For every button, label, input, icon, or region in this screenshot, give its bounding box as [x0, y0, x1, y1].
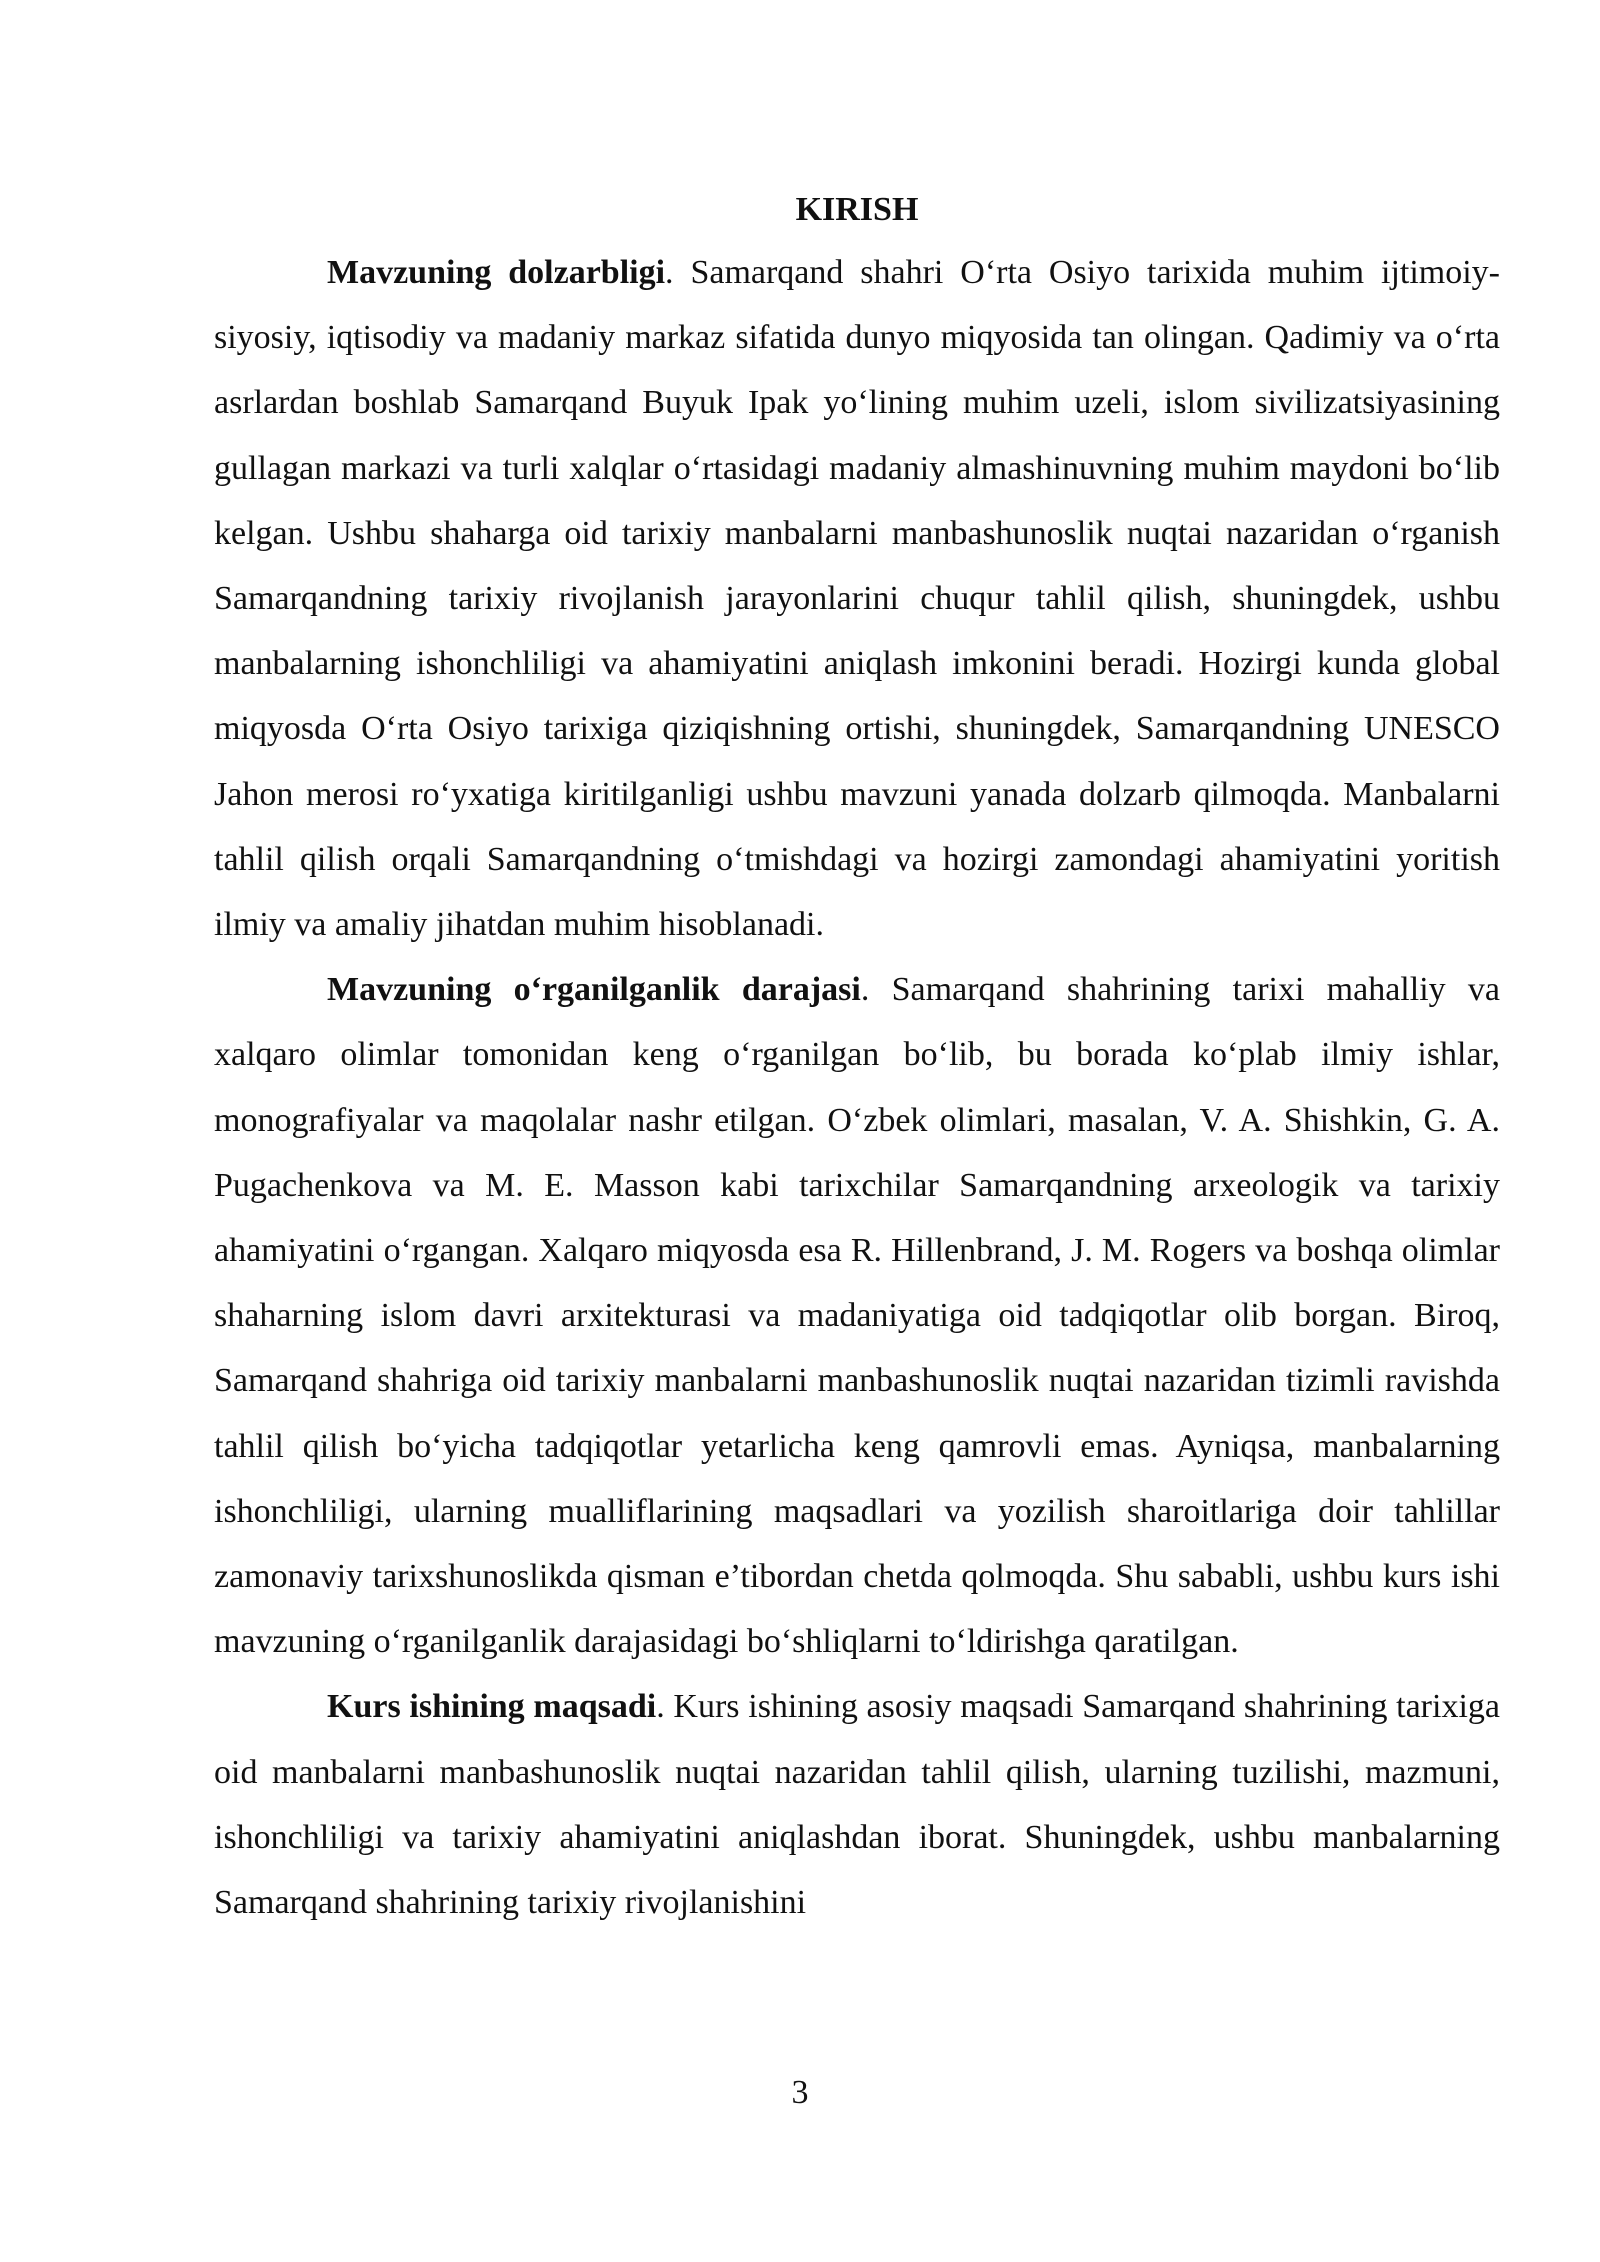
- page-body: [214, 180, 1500, 1935]
- section-heading: KIRISH: [795, 191, 919, 228]
- paragraph-text-goal: . Kurs ishining asosiy maqsadi Samarqand shahrining tarixiga oid manbalarni manbashunoslik nuqtai nazaridan tahlil qilish, ularning tuzilishi, mazmuni, ishonchliligi va tarixiy ahamiyatini aniqlashdan iborat. Shuningdek, ushbu manbalarning Samarqand shahrining tarixiy rivojlanishini: [214, 1688, 1500, 1922]
- paragraph-lead-study-level: Mavzuning o‘rganilganlik darajasi: [327, 971, 861, 1009]
- paragraph-study-level: [214, 957, 1500, 1674]
- page-number: 3: [791, 2074, 809, 2111]
- paragraph-lead-relevance: Mavzuning dolzarbligi: [327, 254, 666, 291]
- paragraph-relevance: [214, 240, 1500, 957]
- paragraph-lead-goal: Kurs ishining maqsadi: [327, 1688, 657, 1726]
- paragraph-text-study-level: . Samarqand shahrining tarixi mahalliy va xalqaro olimlar tomonidan keng o‘rganilgan bo‘lib, bu borada ko‘plab ilmiy ishlar, monografiyalar va maqolalar nashr etilgan. O‘zbek olimlari, masalan, V. A. Shishkin, G. A. Pugachenkova va M. E. Masson kabi tarixchilar Samarqandning arxeologik va tarixiy ahamiyatini o‘rgangan. Xalqaro miqyosda esa R. Hillenbrand, J. M. Rogers va boshqa olimlar shaharning islom davri arxitekturasi va madaniyatiga oid tadqiqotlar olib borgan. Biroq, Samarqand shahriga oid tarixiy manbalarni manbashunoslik nuqtai nazaridan tizimli ravishda tahlil qilish bo‘yicha tadqiqotlar yetarlicha keng qamrovli emas. Ayniqsa, manbalarning ishonchliligi, ularning mualliflarining maqsadlari va yozilish sharoitlariga doir tahlillar zamonaviy tarixshunoslikda qisman e’tibordan chetda qolmoqda. Shu sababli, ushbu kurs ishi mavzuning o‘rganilganlik darajasidagi bo‘shliqlarni to‘ldirishga qaratilgan.: [214, 971, 1501, 1661]
- paragraph-goal: [214, 1674, 1500, 1935]
- paragraph-text-relevance: . Samarqand shahri O‘rta Osiyo tarixida muhim ijtimoiy-siyosiy, iqtisodiy va madaniy markaz sifatida dunyo miqyosida tan olingan. Qadimiy va o‘rta asrlardan boshlab Samarqand Buyuk Ipak yo‘lining muhim uzeli, islom sivilizatsiyasining gullagan markazi va turli xalqlar o‘rtasidagi madaniy almashinuvning muhim maydoni bo‘lib kelgan. Ushbu shaharga oid tarixiy manbalarni manbashunoslik nuqtai nazaridan o‘rganish Samarqandning tarixiy rivojlanish jarayonlarini chuqur tahlil qilish, shuningdek, ushbu manbalarning ishonchliligi va ahamiyatini aniqlash imkonini beradi. Hozirgi kunda global miqyosda O‘rta Osiyo tarixiga qiziqishning ortishi, shuningdek, Samarqandning UNESCO Jahon merosi ro‘yxatiga kiritilganligi ushbu mavzuni yanada dolzarb qilmoqda. Manbalarni tahlil qilish orqali Samarqandning o‘tmishdagi va hozirgi zamondagi ahamiyatini yoritish ilmiy va amaliy jihatdan muhim hisoblanadi.: [214, 254, 1500, 944]
